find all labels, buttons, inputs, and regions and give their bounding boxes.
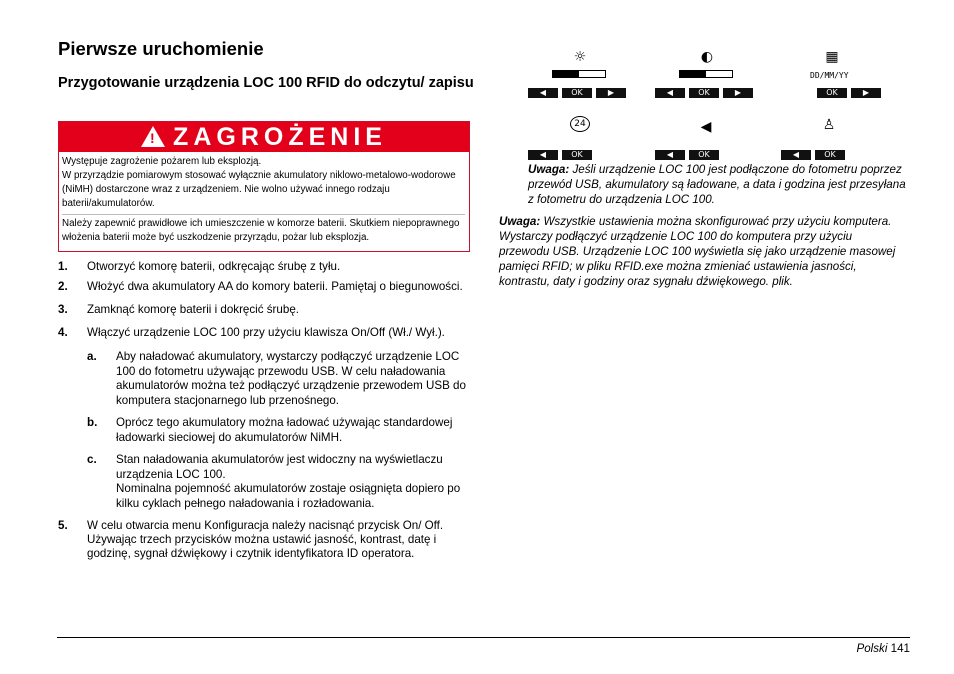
brightness-buttons	[528, 88, 626, 98]
steps-list	[58, 260, 470, 567]
right-button[interactable]: ▶	[851, 88, 881, 98]
danger-paragraph-2: Należy zapewnić prawidłowe ich umieszczenie w komorze baterii. Skutkiem niepoprawnego włożenia baterii może być uszkodzenie przyrządu, pożar lub eksplozja.	[62, 214, 465, 245]
left-button[interactable]: ◀	[528, 88, 558, 98]
calendar-icon: ▦	[825, 49, 839, 65]
subsection-title: Przygotowanie urządzenia LOC 100 RFID do odczytu/ zapisu	[58, 75, 474, 91]
danger-box	[58, 121, 470, 252]
time-buttons	[528, 150, 592, 160]
step-item: 5. W celu otwarcia menu Konfiguracja należy nacisnąć przycisk On/ Off. Używając trzech przycisków można ustawić jasność, kontrast, datę i godzinę, sygnał dźwiękowy i czytnik identyfikatora ID operatora.	[58, 519, 444, 560]
right-button[interactable]: ▶	[596, 88, 626, 98]
sun-icon: ☼	[573, 49, 587, 65]
page-number: 141	[890, 642, 910, 655]
danger-body	[59, 152, 469, 245]
ok-button[interactable]: OK	[562, 150, 592, 160]
right-button[interactable]: ▶	[723, 88, 753, 98]
left-button[interactable]: ◀	[528, 150, 558, 160]
brightness-fill	[553, 71, 579, 77]
ok-button[interactable]: OK	[562, 88, 592, 98]
ok-button[interactable]: OK	[815, 150, 845, 160]
page-footer: Polski 141	[856, 642, 910, 655]
contrast-fill	[680, 71, 706, 77]
operator-buttons	[781, 150, 845, 160]
ok-button[interactable]: OK	[689, 150, 719, 160]
step-item: 2. Włożyć dwa akumulatory AA do komory baterii. Pamiętaj o biegunowości.	[58, 280, 463, 293]
ok-button[interactable]: OK	[689, 88, 719, 98]
left-button[interactable]: ◀	[655, 150, 685, 160]
operator-icon: ♙	[822, 117, 836, 133]
speaker-icon: ◀	[700, 119, 712, 135]
contrast-bar	[679, 70, 733, 78]
substep-item: a. Aby naładować akumulatory, wystarczy podłączyć urządzenie LOC 100 do fotometru używając przewodu USB. W celu naładowania akumulatorów można też podłączyć urządzenie przewodem USB do komputera stacjonarnego lub przenośnego.	[87, 350, 466, 407]
note-computer-config: Uwaga: Wszystkie ustawienia można skonfigurować przy użyciu komputera. Wystarczy podłączyć urządzenie LOC 100 do komputera przy użyciu przewodu USB. Urządzenie LOC 100 wyświetla się jako urządzenie masowej pamięci RFID; w pliku RFID.exe można zmieniać ustawienia jasności, kontrastu, daty i godziny oraz sygnału dźwiękowego. plik.	[499, 215, 896, 288]
ok-button[interactable]: OK	[817, 88, 847, 98]
danger-header	[59, 122, 469, 152]
footer-divider	[57, 637, 910, 638]
warning-triangle-icon: !	[141, 126, 165, 147]
brightness-bar	[552, 70, 606, 78]
section-title: Pierwsze uruchomienie	[58, 38, 264, 59]
clock-icon: 24	[570, 116, 590, 132]
step-item: 4. Włączyć urządzenie LOC 100 przy użyciu klawisza On/Off (Wł./ Wył.). a. Aby naładować akumulatory, wystarczy podłączyć urządzenie LOC 100 do fotometru używając przewodu USB. W celu naładowania akumulatorów można też podłączyć urządzenie przewodem USB do komputera stacjonarnego lub przenośnego. b. Oprócz tego akumulatory można ładować używając standardowej ładowarki sieciowej do akumulatorów NiMH. c. Stan naładowania akumulatorów jest widoczny na wyświetlaczu urządzenia LOC 100. Nominalna pojemność akumulatorów zostaje osiągnięta dopiero po kilku cyklach pełnego naładowania i rozładowania.	[58, 326, 470, 511]
step-item: 1. Otworzyć komorę baterii, odkręcając śrubę z tyłu.	[58, 260, 341, 273]
date-buttons	[817, 88, 881, 98]
danger-title: ZAGROŻENIE	[173, 122, 387, 151]
contrast-icon: ◐	[700, 49, 714, 65]
left-button[interactable]: ◀	[655, 88, 685, 98]
substep-item: b. Oprócz tego akumulatory można ładować używając standardowej ładowarki sieciowej do akumulatorów NiMH.	[87, 416, 453, 444]
step-item: 3. Zamknąć komorę baterii i dokręcić śrubę.	[58, 303, 299, 316]
danger-paragraph-1: Występuje zagrożenie pożarem lub eksplozją. W przyrządzie pomiarowym stosować wyłącznie akumulatory niklowo-metalowo-wodorowe (NiMH) dostarczone wraz z urządzeniem. Nie wolno używać innego rodzaju baterii/akumulatorów.	[62, 156, 456, 209]
substep-item: c. Stan naładowania akumulatorów jest widoczny na wyświetlaczu urządzenia LOC 100. Nominalna pojemność akumulatorów zostaje osiągnięta dopiero po kilku cyklach pełnego naładowania i rozładowania.	[87, 453, 461, 510]
date-format: DD/MM/YY	[810, 71, 849, 80]
contrast-buttons	[655, 88, 753, 98]
left-button[interactable]: ◀	[781, 150, 811, 160]
sound-buttons	[655, 150, 719, 160]
note-usb-photometer: Uwaga: Jeśli urządzenie LOC 100 jest podłączone do fotometru poprzez przewód USB, akumulatory są ładowane, a data i godzina jest przesyłana z fotometru do urządzenia LOC 100.	[528, 163, 906, 206]
